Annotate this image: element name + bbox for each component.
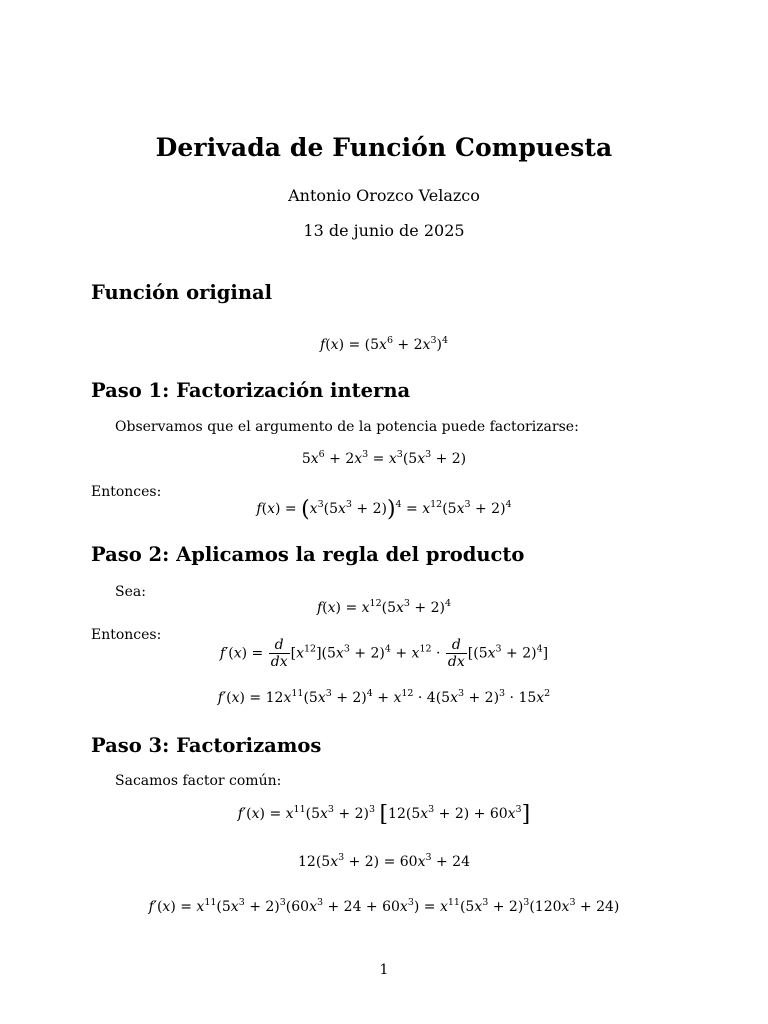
equation-product-rule: f′(x) = $\frac{d}{dx}$ $[x^{12}](5x^3 + 2)^4 + x^{12}$ · $\frac{d}{dx}$ $[(5x^3 + 2)^4]$ [219,637,549,670]
page-number: 1 [379,962,389,978]
equation-final-derivative: $f'(x) = x^{11}(5x^3 + 2)^3(60x^3 + 24 + 60x^3) = x^{11}(5x^3 + 2)^3(120x^3 + 24)$ [148,897,620,915]
equation-rewritten-function: $f(x) = (x^3(5x^3 + 2))^4 = x^{12}(5x^3 + 2)^4$ [256,497,512,522]
equation-factorization: $5x^6 + 2x^3 = x^3(5x^3 + 2)$ [301,449,467,467]
document-title: Derivada de Función Compuesta [155,133,613,162]
step2-let-text: Sea: [115,584,146,600]
step3-intro-text: Sacamos factor común: [115,773,282,789]
equation-product-form: $f(x) = x^{12}(5x^3 + 2)^4$ [316,598,452,616]
section-heading-step1: Paso 1: Factorización interna [91,379,411,402]
equation-expansion: $12(5x^3 + 2) = 60x^3 + 24$ [298,852,470,870]
equation-original-function: $f(x) = (5x^6 + 2x^3)^4$ [320,335,448,353]
section-heading-step2: Paso 2: Aplicamos la regla del producto [91,543,525,566]
document-author: Antonio Orozco Velazco [288,186,480,205]
section-heading-step3: Paso 3: Factorizamos [91,734,322,757]
document-date: 13 de junio de 2025 [303,221,465,240]
section-heading-original: Función original [91,281,273,304]
step2-then-text: Entonces: [91,627,162,643]
equation-common-factor: $f'(x) = x^{11}(5x^3 + 2)^3$ $[12(5x^3 + 2) + 60x^3]$ [237,802,531,827]
equation-product-rule-expanded: $f'(x) = 12x^{11}(5x^3 + 2)^4 + x^{12} \cdot 4(5x^3 + 2)^3 \cdot 15x^2$ [217,688,551,706]
step1-intro-text: Observamos que el argumento de la potencia puede factorizarse: [115,419,579,435]
step1-then-text: Entonces: [91,484,162,500]
